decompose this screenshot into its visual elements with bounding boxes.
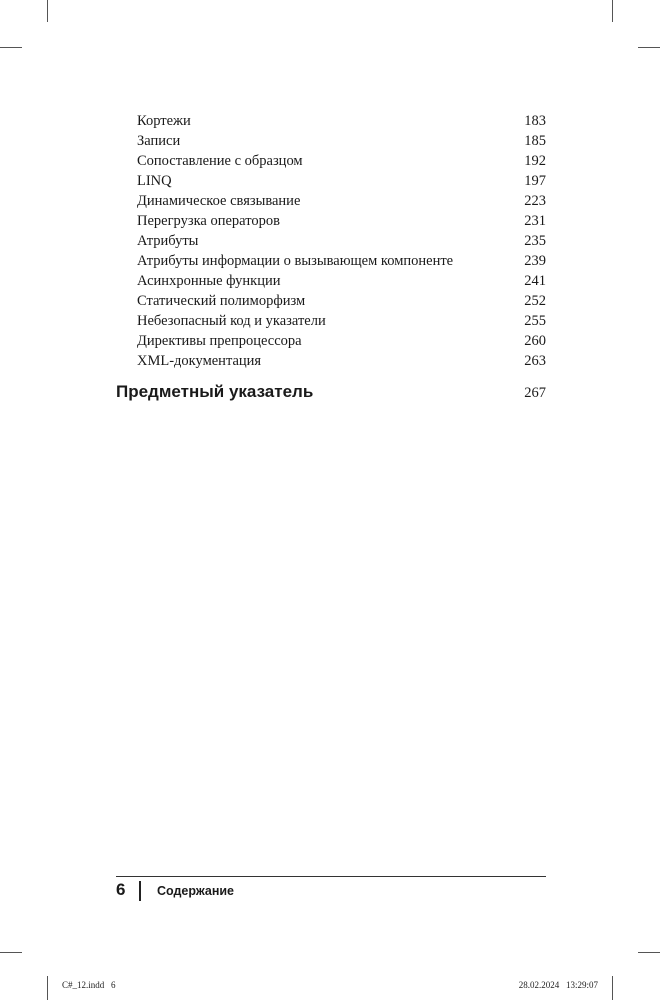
toc-entry-title: XML-документация [137,353,262,369]
toc-entry-title: Кортежи [137,113,191,129]
toc-entry[interactable] [137,191,546,211]
toc-entry-title: Сопоставление с образцом [137,153,303,169]
toc-main-entry-title: Предметный указатель [116,382,314,401]
toc-entry-title: Динамическое связывание [137,193,301,209]
toc-entry-title: Атрибуты информации о вызывающем компоненте [137,253,454,269]
toc-entry[interactable] [137,171,546,191]
toc-entry-page: 197 [524,173,546,189]
toc-entry-title: Записи [137,133,181,149]
toc-entry-page: 223 [524,193,546,209]
running-footer-title: Содержание [157,884,235,898]
toc-entry[interactable] [137,311,546,331]
toc-list [137,111,546,371]
crop-mark [638,952,660,953]
toc-entry-title: Директивы препроцессора [137,333,302,349]
toc-entry-page: 231 [524,213,546,229]
toc-entry[interactable] [137,111,546,131]
toc-entry-page: 263 [524,353,546,369]
toc-entry[interactable] [137,271,546,291]
toc-entry[interactable] [137,351,546,371]
slug-file: C#_12.indd 6 [62,980,116,990]
toc-entry-page: 183 [524,113,546,129]
footer-rule [116,876,546,877]
footer-separator [139,881,141,901]
crop-mark [0,952,22,953]
toc-entry-page: 235 [524,233,546,249]
toc-entry-page: 192 [524,153,546,169]
toc-entry-page: 185 [524,133,546,149]
toc-entry-page: 241 [524,273,546,289]
toc-entry-page: 239 [524,253,546,269]
toc-entry[interactable] [137,131,546,151]
toc-entry-title: Асинхронные функции [137,273,281,289]
toc-entry-title: Перегрузка операторов [137,213,280,229]
toc-entry[interactable] [137,211,546,231]
toc-entry-page: 255 [524,313,546,329]
crop-mark [47,976,48,1000]
toc-entry-title: Атрибуты [137,233,199,249]
toc-main-entry[interactable] [116,382,546,402]
toc-entry[interactable] [137,331,546,351]
toc-entry[interactable] [137,251,546,271]
toc-entry[interactable] [137,291,546,311]
toc-entry-title: Статический полиморфизм [137,293,306,309]
toc-entry-page: 260 [524,333,546,349]
crop-mark [612,0,613,22]
toc-entry-title: LINQ [137,173,172,189]
toc-entry-title: Небезопасный код и указатели [137,313,326,329]
crop-mark [47,0,48,22]
toc-main-entry-page: 267 [524,385,546,401]
crop-mark [612,976,613,1000]
toc-entry-page: 252 [524,293,546,309]
slug-datetime: 28.02.2024 13:29:07 [518,980,598,990]
toc-entry[interactable] [137,151,546,171]
page-number: 6 [116,880,126,899]
crop-mark [638,47,660,48]
toc-entry[interactable] [137,231,546,251]
crop-mark [0,47,22,48]
